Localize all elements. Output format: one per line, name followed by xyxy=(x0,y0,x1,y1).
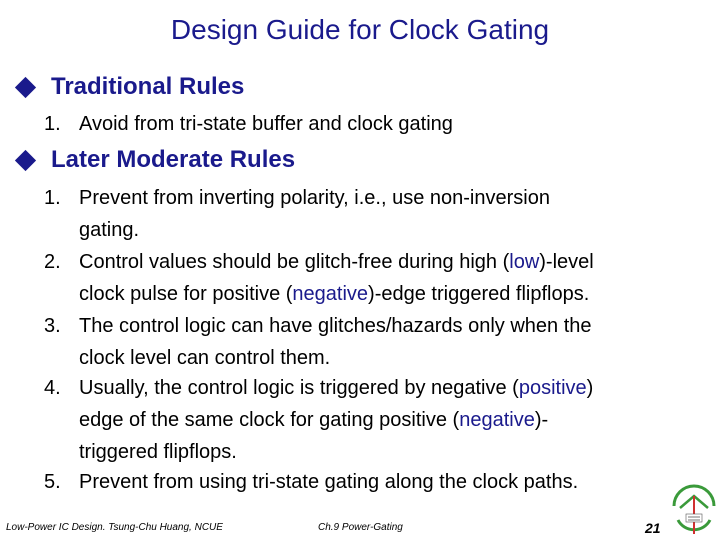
traditional-item-1 xyxy=(44,108,714,140)
item-text: )-level xyxy=(539,251,594,273)
item-number: 1. xyxy=(44,113,61,135)
highlight-text: positive xyxy=(518,377,587,399)
item-text-continued: clock level can control them. xyxy=(79,347,331,369)
diamond-bullet-icon xyxy=(15,76,36,97)
item-text: Prevent from using tri-state gating along the clock paths. xyxy=(79,471,579,493)
slide-title: Design Guide for Clock Gating xyxy=(170,14,550,45)
highlight-text: low xyxy=(509,251,540,273)
section-heading: Later Moderate Rules xyxy=(51,146,296,173)
section-traditional-rules xyxy=(14,72,244,102)
highlight-text: negative xyxy=(292,283,369,305)
item-text-continued: gating. xyxy=(79,219,140,241)
moderate-item-5 xyxy=(44,466,714,498)
item-text-continued: triggered flipflops. xyxy=(79,441,237,463)
moderate-item-1 xyxy=(44,182,714,246)
item-number: 4. xyxy=(44,377,61,399)
item-number: 5. xyxy=(44,471,61,493)
footer-chapter: Ch.9 Power-Gating xyxy=(318,522,403,533)
university-logo-icon xyxy=(670,474,718,536)
item-text: Usually, the control logic is triggered by negative ( xyxy=(79,377,519,399)
section-later-moderate-rules xyxy=(14,145,295,175)
footer-author: Low-Power IC Design. Tsung-Chu Huang, NCUE xyxy=(6,522,223,533)
item-text: ) xyxy=(586,377,594,399)
item-text-continued xyxy=(44,404,714,436)
item-number: 2. xyxy=(44,251,61,273)
item-text: Avoid from tri-state buffer and clock gating xyxy=(79,113,453,135)
item-text: The control logic can have glitches/hazards only when the xyxy=(79,315,592,337)
diamond-bullet-icon xyxy=(15,149,36,170)
item-text: edge of the same clock for gating positive ( xyxy=(79,409,460,431)
item-text: Prevent from inverting polarity, i.e., use non-inversion xyxy=(79,187,550,209)
item-text: Control values should be glitch-free during high ( xyxy=(79,251,510,273)
item-text-continued xyxy=(44,278,714,310)
item-text: )-edge triggered flipflops. xyxy=(368,283,590,305)
moderate-item-2 xyxy=(44,246,714,310)
item-text: clock pulse for positive ( xyxy=(79,283,293,305)
section-heading: Traditional Rules xyxy=(51,73,245,100)
page-number: 21 xyxy=(645,520,661,536)
item-number: 1. xyxy=(44,187,61,209)
highlight-text: negative xyxy=(459,409,535,431)
item-number: 3. xyxy=(44,315,61,337)
moderate-item-4 xyxy=(44,372,714,468)
item-text: )- xyxy=(534,409,549,431)
moderate-item-3 xyxy=(44,310,714,374)
